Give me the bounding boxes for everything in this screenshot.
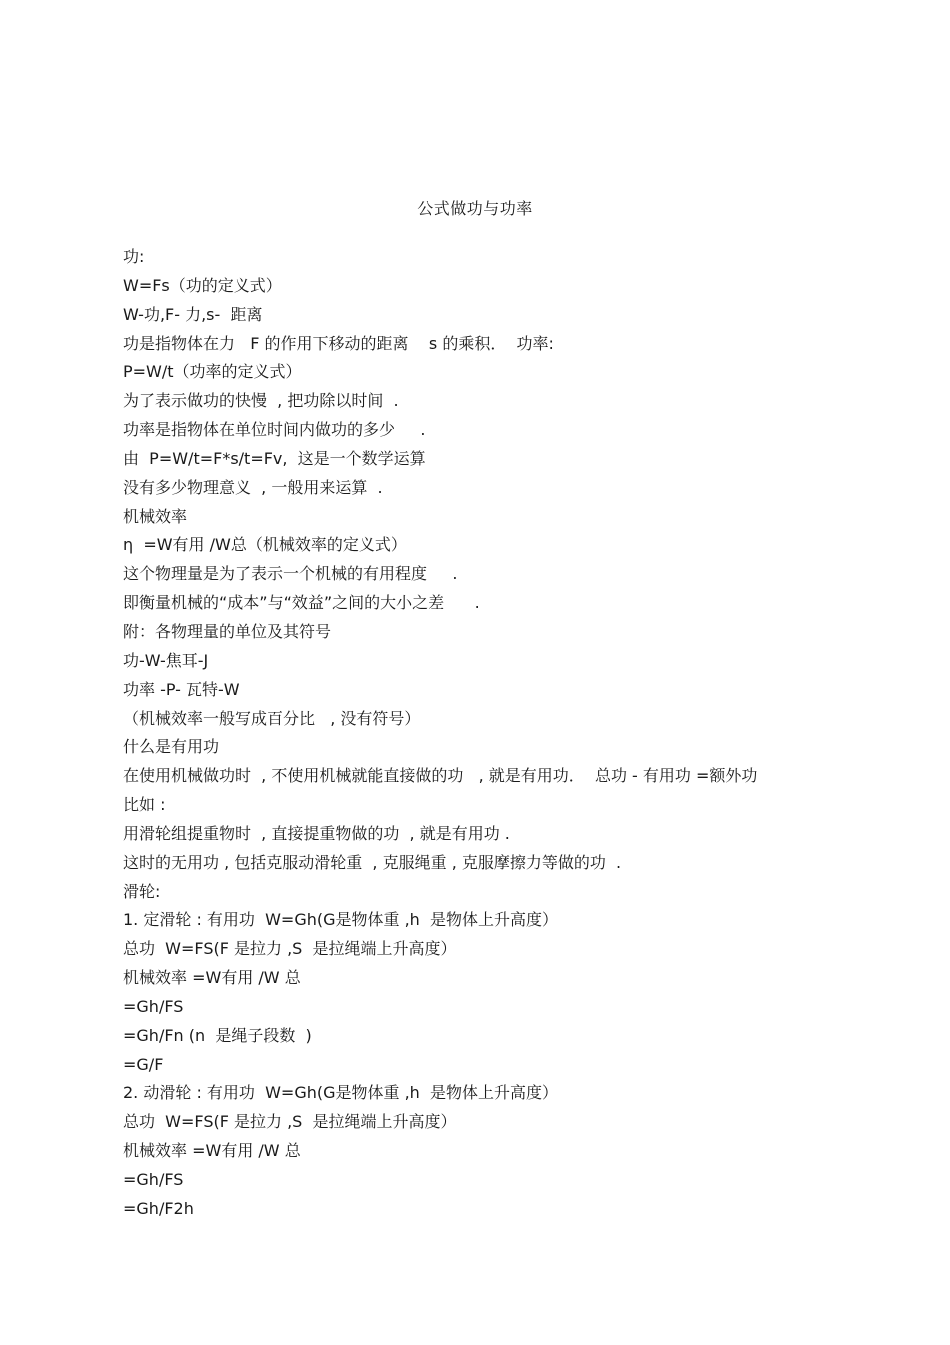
text-line: =G/F: [123, 1054, 164, 1074]
text-line: 机械效率 =W有用 /W 总: [123, 968, 301, 988]
text-line: 总功 W=FS(F 是拉力 ,S 是拉绳端上升高度）: [123, 1112, 457, 1132]
text-line: 2. 动滑轮 : 有用功 W=Gh(G是物体重 ,h 是物体上升高度）: [123, 1083, 558, 1103]
text-line: =Gh/FS: [123, 996, 184, 1016]
section-heading: 滑轮:: [123, 881, 161, 901]
text-line: 为了表示做功的快慢 , 把功除以时间 .: [123, 391, 399, 411]
text-line: 总功 W=FS(F 是拉力 ,S 是拉绳端上升高度）: [123, 939, 457, 959]
text-line: =Gh/F2h: [123, 1198, 194, 1218]
section-heading: 机械效率: [123, 506, 188, 526]
text-line: W=Fs（功的定义式）: [123, 275, 282, 295]
section-heading: 什么是有用功: [123, 737, 220, 757]
text-line: 功-W-焦耳-J: [123, 650, 209, 670]
text-line: 用滑轮组提重物时 , 直接提重物做的功 , 就是有用功 .: [123, 823, 510, 843]
text-line: 机械效率 =W有用 /W 总: [123, 1141, 301, 1161]
text-line: =Gh/Fn (n 是绳子段数 ): [123, 1025, 312, 1045]
text-line: 1. 定滑轮 : 有用功 W=Gh(G是物体重 ,h 是物体上升高度）: [123, 910, 558, 930]
text-line: 功:: [123, 247, 145, 266]
text-line: 没有多少物理意义 , 一般用来运算 .: [123, 477, 383, 497]
text-line: 功率 -P- 瓦特-W: [123, 679, 240, 699]
text-line: 即衡量机械的“成本”与“效益”之间的大小之差 .: [123, 593, 480, 613]
document-body: [123, 243, 883, 1224]
text-line: 附：各物理量的单位及其符号: [123, 621, 332, 641]
text-line: 功是指物体在力 F 的作用下移动的距离 s 的乘积． 功率:: [123, 333, 554, 353]
text-line: =Gh/FS: [123, 1170, 184, 1189]
text-line: （机械效率一般写成百分比 , 没有符号）: [123, 708, 421, 728]
text-line: 由 P=W/t=F*s/t=Fv, 这是一个数学运算: [123, 448, 426, 468]
text-line: 在使用机械做功时 , 不使用机械就能直接做的功 , 就是有用功． 总功 - 有用功 =额外功: [123, 766, 758, 786]
text-line: 这时的无用功 , 包括克服动滑轮重 , 克服绳重 , 克服摩擦力等做的功 .: [123, 852, 622, 872]
text-line: 这个物理量是为了表示一个机械的有用程度 .: [123, 564, 458, 584]
text-line: 功率是指物体在单位时间内做功的多少 .: [123, 420, 426, 440]
text-line: P=W/t（功率的定义式）: [123, 362, 302, 382]
document-title: 公式做功与功率: [417, 199, 533, 218]
text-line: η =W有用 /W总（机械效率的定义式）: [123, 535, 407, 555]
text-line: W-功,F- 力,s- 距离: [123, 304, 263, 324]
text-line: 比如 :: [123, 795, 166, 815]
